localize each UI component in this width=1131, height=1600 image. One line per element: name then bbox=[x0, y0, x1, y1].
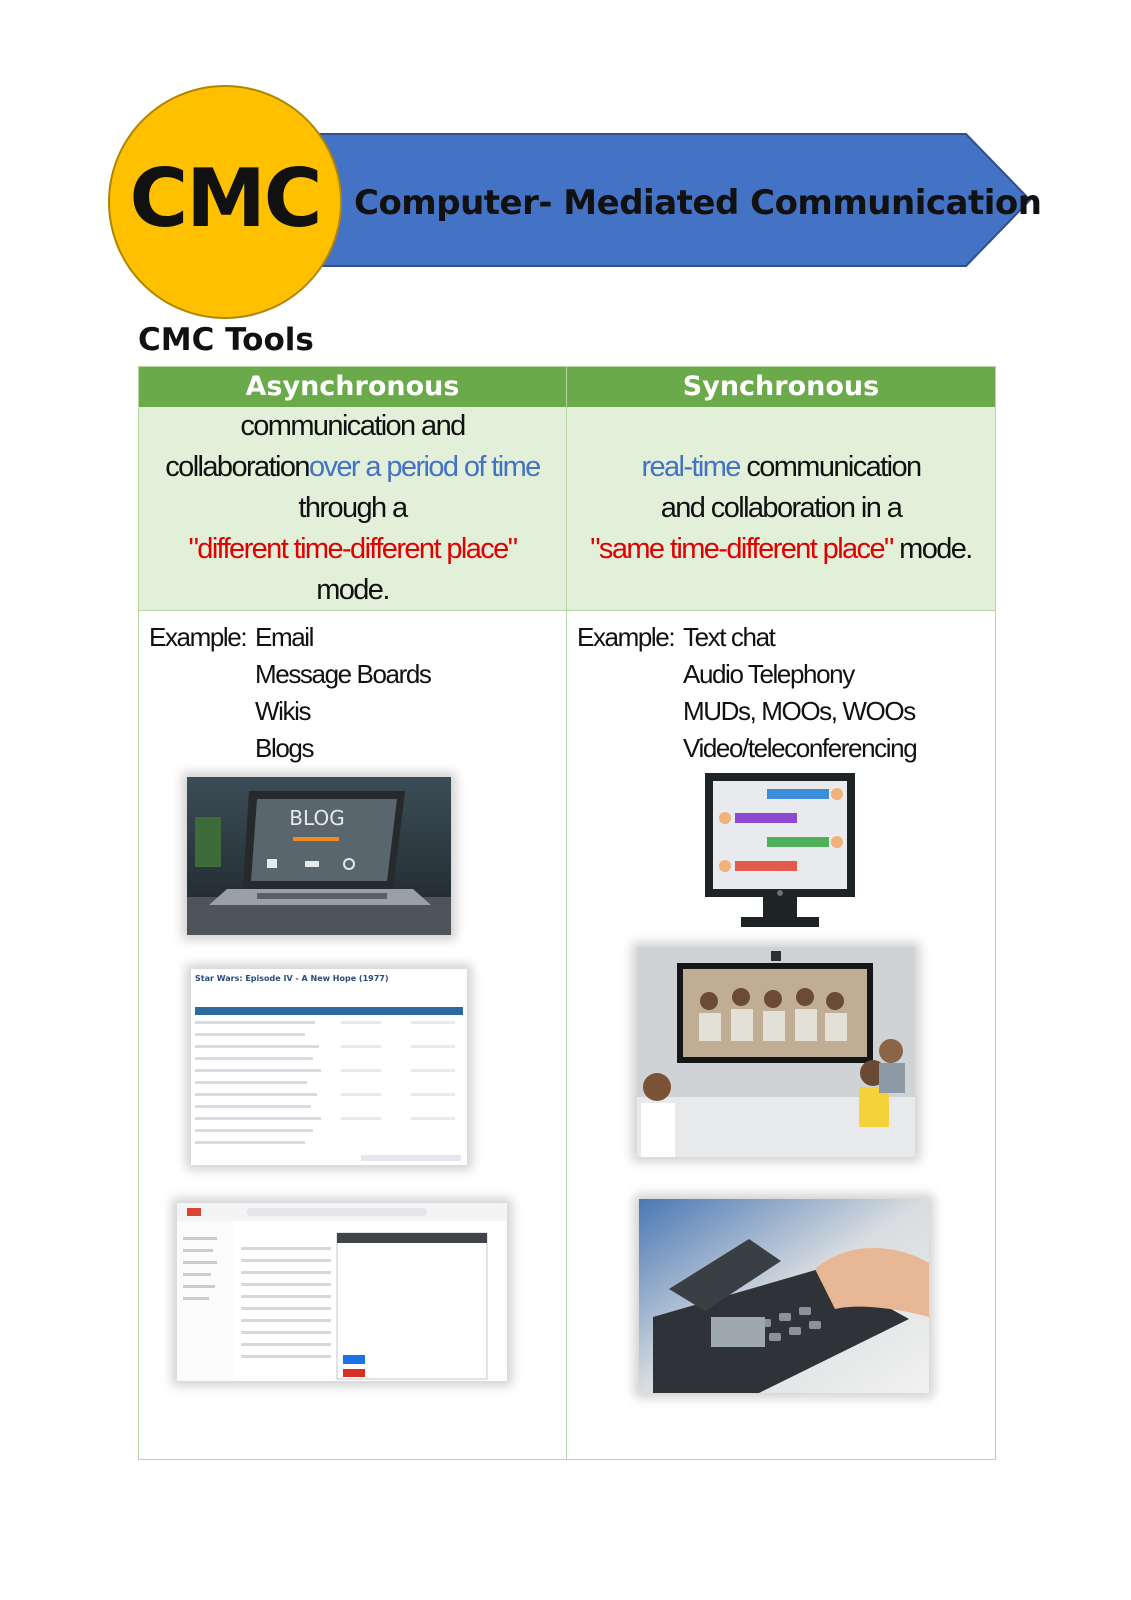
synchronous-header: Synchronous bbox=[567, 367, 995, 407]
sync-example-label: Example: bbox=[577, 622, 675, 652]
sync-example-item: Video/teleconferencing bbox=[683, 733, 917, 763]
synchronous-description bbox=[567, 407, 995, 611]
async-example-item: Message Boards bbox=[255, 659, 431, 689]
async-desc-line-3: through a bbox=[298, 492, 407, 524]
async-desc-mode: "different time-different place" bbox=[188, 533, 517, 565]
async-example-list bbox=[255, 619, 431, 767]
sync-example-item: MUDs, MOOs, WOOs bbox=[683, 696, 915, 726]
banner-title: Computer- Mediated Communication bbox=[354, 183, 1042, 223]
video-conference-image bbox=[637, 947, 915, 1157]
forum-title: Star Wars: Episode IV - A New Hope (1977) bbox=[195, 974, 389, 983]
sync-desc-line-4: mode. bbox=[899, 533, 972, 565]
badge-text: CMC bbox=[129, 152, 321, 245]
message-board-illustration bbox=[191, 969, 467, 1165]
video-conference-illustration bbox=[637, 947, 915, 1157]
sync-desc-line-2: and collaboration in a bbox=[660, 492, 902, 524]
cmc-tools-table bbox=[138, 366, 996, 1460]
asynchronous-description bbox=[139, 407, 566, 611]
async-desc-line-1: communication and bbox=[240, 410, 465, 442]
blog-screen-word: BLOG bbox=[289, 806, 345, 830]
sync-desc-mode: "same time-different place" bbox=[590, 533, 893, 565]
message-board-image bbox=[191, 969, 467, 1165]
async-desc-line-5: mode. bbox=[316, 574, 389, 606]
synchronous-column bbox=[567, 367, 995, 1459]
cmc-banner bbox=[0, 0, 1131, 330]
async-example-item: Email bbox=[255, 622, 314, 652]
section-heading: CMC Tools bbox=[138, 322, 314, 358]
sync-example-item: Text chat bbox=[683, 622, 775, 652]
blog-laptop-illustration bbox=[187, 777, 451, 935]
async-desc-line-2: collaboration bbox=[165, 451, 309, 483]
sync-example-item: Audio Telephony bbox=[683, 659, 854, 689]
telephone-image bbox=[639, 1199, 929, 1393]
blog-laptop-image bbox=[187, 777, 451, 935]
sync-desc-highlight: real-time bbox=[641, 451, 740, 483]
text-chat-image bbox=[701, 771, 859, 929]
asynchronous-header: Asynchronous bbox=[139, 367, 566, 407]
text-chat-illustration bbox=[701, 771, 859, 929]
sync-desc-line-1: communication bbox=[746, 451, 921, 483]
email-client-image bbox=[177, 1203, 507, 1381]
async-example-item: Blogs bbox=[255, 733, 314, 763]
asynchronous-column bbox=[139, 367, 567, 1459]
telephone-illustration bbox=[639, 1199, 929, 1393]
async-example-label: Example: bbox=[149, 622, 247, 652]
async-example-item: Wikis bbox=[255, 696, 311, 726]
async-desc-highlight: over a period of time bbox=[308, 451, 540, 483]
email-client-illustration bbox=[177, 1203, 507, 1381]
sync-example-list bbox=[683, 619, 916, 767]
